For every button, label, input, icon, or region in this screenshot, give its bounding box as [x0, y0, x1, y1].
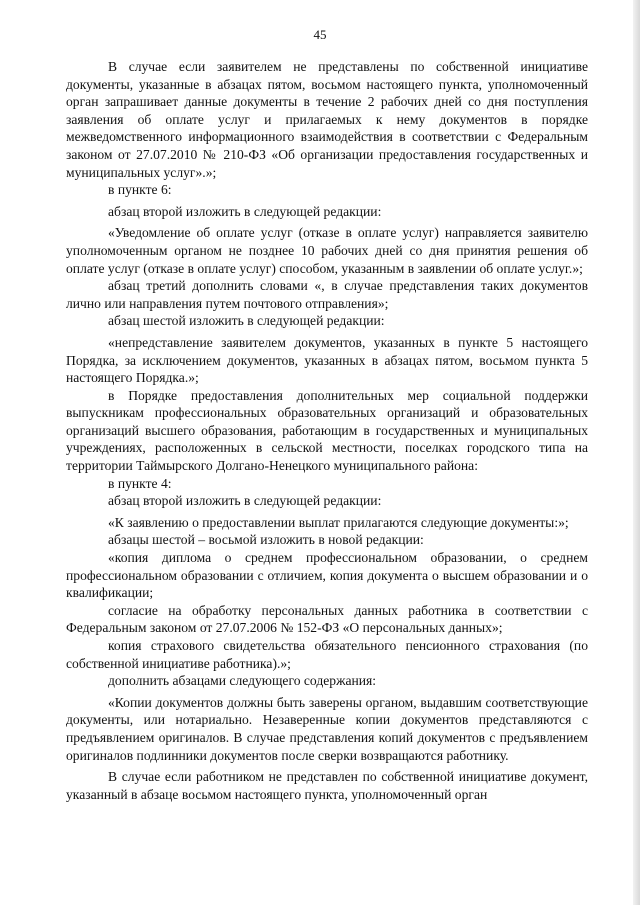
- paragraph: абзац второй изложить в следующей редакции:: [108, 493, 382, 509]
- paragraph: абзац второй изложить в следующей редакции:: [108, 203, 382, 219]
- page-number: 45: [313, 27, 327, 42]
- paragraph: В случае если работником не представлен по собственной инициативе документ, указанный в абзаце восьмом настоящего пункта, уполномоченный орган: [66, 769, 588, 802]
- paragraph: копия страхового свидетельства обязательного пенсионного страхования (по собственной инициативе работника).»;: [66, 638, 588, 671]
- paragraph: абзац шестой изложить в следующей редакции:: [108, 313, 385, 329]
- paragraph: «непредставление заявителем документов, указанных в пункте 5 настоящего Порядка, за исключением документов, указанных в абзацах пятом, восьмом пункта 5 настоящего Порядка.»;: [66, 334, 588, 386]
- paragraph: В случае если заявителем не представлены по собственной инициативе документы, указанные в абзацах пятом, восьмом настоящего пункта, уполномоченный орган запрашивает данные документы в течение 2 рабочих дней со дня поступления заявления об оплате услуг и прилагаемых к нему документов в порядке межведомственного информационного взаимодействия в соответствии с Федеральным законом от 27.07.2010 № 210-ФЗ «Об организации предоставления государственных и муниципальных услуг».»;: [66, 59, 588, 180]
- paragraph: «Копии документов должны быть заверены органом, выдавшим соответствующие документы, или нотариально. Незаверенные копии документов представляются с предъявлением оригиналов. В случае представления копий документов с предъявлением оригиналов подлинники документов после сверки возвращаются работнику.: [66, 694, 588, 763]
- paragraph: в Порядке предоставления дополнительных мер социальной поддержки выпускникам профессиональных образовательных организаций и образовательных организаций высшего образования, работающим в государственных и муниципальных учреждениях, расположенных в сельской местности, поселках городского типа на территории Таймырского Долгано-Ненецкого муниципального района:: [66, 387, 588, 474]
- document-body: [66, 58, 588, 803]
- paragraph: «К заявлению о предоставлении выплат прилагаются следующие документы:»;: [108, 514, 569, 530]
- paragraph: абзацы шестой – восьмой изложить в новой редакции:: [108, 532, 424, 548]
- paragraph: «копия диплома о среднем профессиональном образовании, о среднем профессиональном образовании с отличием, копия документа о высшем образовании и о квалификации;: [66, 550, 588, 601]
- paragraph: в пункте 6:: [108, 182, 172, 198]
- paragraph: дополнить абзацами следующего содержания:: [108, 673, 377, 689]
- paragraph: в пункте 4:: [108, 475, 172, 491]
- paragraph: «Уведомление об оплате услуг (отказе в оплате услуг) направляется заявителю уполномоченным органом не позднее 10 рабочих дней со дня принятия решения об оплате услуг (отказе в оплате услуг) способом, указанным в заявлении об оплате услуг.»;: [66, 225, 588, 276]
- paragraph: абзац третий дополнить словами «, в случае представления таких документов лично или направления путем почтового отправления»;: [66, 278, 588, 311]
- page-edge-shadow: [633, 0, 640, 905]
- paragraph: согласие на обработку персональных данных работника в соответствии с Федеральным законом от 27.07.2006 № 152-ФЗ «О персональных данных»;: [66, 602, 588, 636]
